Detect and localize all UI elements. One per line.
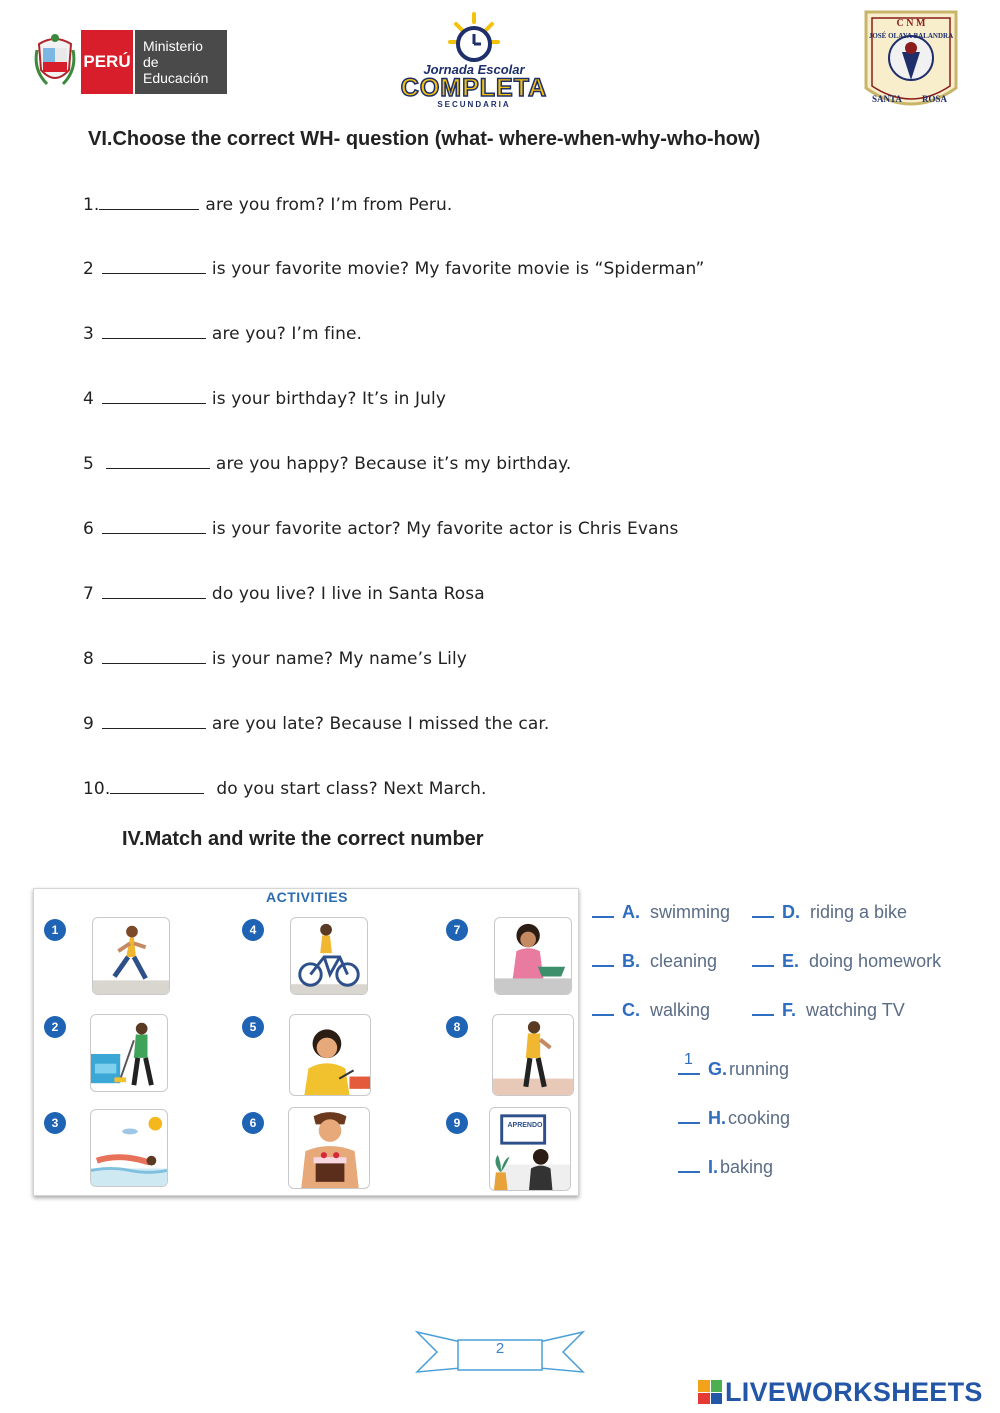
- section-2-title: IV.Match and write the correct number: [122, 828, 484, 850]
- question-number: 6: [83, 519, 94, 539]
- badge-7: 7: [446, 919, 468, 941]
- peru-coat-of-arms-icon: [33, 30, 77, 94]
- answer-blank[interactable]: [102, 649, 206, 664]
- tile-running: [92, 917, 170, 995]
- homework-icon: [290, 1015, 370, 1095]
- option-c-letter: C.: [622, 1000, 640, 1020]
- option-b: [592, 949, 717, 972]
- question-number: 1.: [83, 195, 100, 215]
- jec-line-3: SECUNDARIA: [437, 100, 511, 109]
- option-c: [592, 998, 710, 1021]
- option-d: [752, 900, 907, 923]
- school-bottom-left: SANTA: [872, 94, 902, 104]
- question-2: [83, 259, 704, 279]
- question-9: [83, 714, 549, 734]
- option-d-blank[interactable]: [752, 900, 774, 918]
- question-10: [83, 779, 487, 799]
- question-number: 8: [83, 649, 94, 669]
- option-c-blank[interactable]: [592, 998, 614, 1016]
- answer-blank[interactable]: [102, 389, 206, 404]
- badge-9: 9: [446, 1112, 468, 1134]
- answer-blank[interactable]: [102, 584, 206, 599]
- school-top-letters: C N M: [896, 18, 926, 29]
- option-i: [678, 1155, 773, 1178]
- question-text: are you? I’m fine.: [211, 324, 363, 344]
- cleaning-icon: [91, 1015, 167, 1091]
- baking-icon: [289, 1108, 369, 1188]
- option-g-answer: 1: [684, 1051, 693, 1068]
- badge-5: 5: [242, 1016, 264, 1038]
- tile-swimming: [90, 1109, 168, 1187]
- question-number: 3: [83, 324, 94, 344]
- cooking-icon: [495, 918, 571, 994]
- option-a-label: swimming: [650, 902, 731, 922]
- option-f: [752, 998, 905, 1021]
- ministry-line-1: Ministerio: [143, 38, 203, 54]
- option-e: [752, 949, 941, 972]
- question-number: 10.: [83, 779, 111, 799]
- option-c-label: walking: [650, 1000, 711, 1020]
- liveworksheets-logo: [698, 1376, 983, 1408]
- question-text: are you happy? Because it’s my birthday.: [215, 454, 572, 474]
- option-i-letter: I.: [708, 1157, 719, 1177]
- badge-1: 1: [44, 919, 66, 941]
- option-b-blank[interactable]: [592, 949, 614, 967]
- option-g-blank[interactable]: [678, 1051, 700, 1075]
- swimming-icon: [91, 1110, 167, 1186]
- option-e-blank[interactable]: [752, 949, 774, 967]
- option-b-letter: B.: [622, 951, 640, 971]
- question-number: 5: [83, 454, 94, 474]
- question-4: [83, 389, 446, 409]
- option-g-label: running: [729, 1059, 790, 1079]
- option-a-letter: A.: [622, 902, 640, 922]
- tile-baking: [288, 1107, 370, 1189]
- tile-walking: [492, 1014, 574, 1096]
- option-i-label: baking: [720, 1157, 774, 1177]
- option-h-label: cooking: [728, 1108, 791, 1128]
- answer-blank[interactable]: [102, 714, 206, 729]
- question-text: are you late? Because I missed the car.: [211, 714, 550, 734]
- option-f-label: watching TV: [806, 1000, 905, 1020]
- school-crest: [862, 8, 960, 118]
- question-5: [83, 454, 571, 474]
- option-a-blank[interactable]: [592, 900, 614, 918]
- running-icon: [93, 918, 169, 994]
- tv-icon: [490, 1108, 570, 1190]
- answer-blank[interactable]: [110, 779, 204, 794]
- question-number: 2: [83, 259, 94, 279]
- tv-sign-text: APRENDO: [507, 1122, 543, 1129]
- answer-blank[interactable]: [102, 324, 206, 339]
- badge-4: 4: [242, 919, 264, 941]
- option-h-blank[interactable]: [678, 1106, 700, 1124]
- tile-cooking: [494, 917, 572, 995]
- badge-6: 6: [242, 1112, 264, 1134]
- bicycle-icon: [291, 918, 367, 994]
- liveworksheets-brand: LIVEWORKSHEETS: [725, 1376, 983, 1407]
- question-text: is your birthday? It’s in July: [211, 389, 446, 409]
- jec-line-2: COMPLETA: [400, 74, 548, 102]
- option-g: [678, 1051, 790, 1080]
- activities-title: ACTIVITIES: [265, 889, 348, 905]
- badge-3: 3: [44, 1112, 66, 1134]
- question-1: [83, 195, 452, 215]
- option-g-letter: G.: [708, 1059, 728, 1079]
- question-7: [83, 584, 485, 604]
- question-text: is your name? My name’s Lily: [211, 649, 467, 669]
- walking-icon: [493, 1015, 573, 1095]
- option-h: [678, 1106, 790, 1129]
- answer-blank[interactable]: [106, 454, 210, 469]
- option-f-letter: F.: [782, 1000, 797, 1020]
- minedu-logo: [33, 30, 227, 94]
- school-bottom-right: ROSA: [922, 94, 948, 104]
- activities-panel: [33, 888, 579, 1196]
- tile-riding-bike: [290, 917, 368, 995]
- tile-cleaning: [90, 1014, 168, 1092]
- option-b-label: cleaning: [650, 951, 718, 971]
- badge-8: 8: [446, 1016, 468, 1038]
- ministry-line-2: de Educación: [143, 54, 209, 86]
- answer-blank[interactable]: [102, 259, 206, 274]
- question-text: are you from? I’m from Peru.: [205, 195, 453, 215]
- option-d-label: riding a bike: [810, 902, 908, 922]
- question-number: 9: [83, 714, 94, 734]
- page-number: 2: [495, 1340, 505, 1357]
- option-a: [592, 900, 730, 923]
- option-h-letter: H.: [708, 1108, 726, 1128]
- option-f-blank[interactable]: [752, 998, 774, 1016]
- jornada-escolar-completa-logo: [400, 12, 548, 108]
- question-text: do you live? I live in Santa Rosa: [211, 584, 485, 604]
- question-8: [83, 649, 467, 669]
- question-6: [83, 519, 678, 539]
- question-number: 4: [83, 389, 94, 409]
- school-name-arc: JOSÉ OLAYA BALANDRA: [868, 32, 954, 40]
- option-d-letter: D.: [782, 902, 800, 922]
- section-1-title: VI.Choose the correct WH- question (what- where-when-why-who-how): [88, 128, 761, 150]
- peru-label: PERÚ: [81, 30, 133, 94]
- question-text: do you start class? Next March.: [216, 779, 487, 799]
- jec-line-1: Jornada Escolar: [423, 62, 525, 77]
- option-i-blank[interactable]: [678, 1155, 700, 1173]
- question-text: is your favorite movie? My favorite movie is “Spiderman”: [211, 259, 705, 279]
- answer-blank[interactable]: [99, 195, 199, 210]
- question-text: is your favorite actor? My favorite actor is Chris Evans: [211, 519, 679, 539]
- option-e-letter: E.: [782, 951, 800, 971]
- tile-doing-homework: [289, 1014, 371, 1096]
- badge-2: 2: [44, 1016, 66, 1038]
- ministry-label: [133, 30, 227, 94]
- question-number: 7: [83, 584, 94, 604]
- liveworksheets-mark-icon: [698, 1380, 722, 1404]
- answer-blank[interactable]: [102, 519, 206, 534]
- tile-watching-tv: [489, 1107, 571, 1191]
- option-e-label: doing homework: [809, 951, 942, 971]
- question-3: [83, 324, 362, 344]
